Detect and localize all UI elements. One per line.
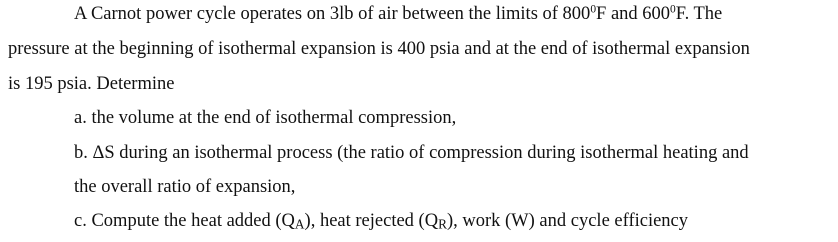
intro-line-1	[74, 3, 722, 25]
item-b-line-1: b. ΔS during an isothermal process (the ratio of compression during isothermal heating and	[74, 143, 749, 163]
degree-mark-1: 0	[590, 3, 597, 16]
item-c-text-b: ), heat rejected (Q	[304, 211, 439, 231]
degree-mark-2: 0	[670, 3, 676, 16]
intro-line-1-text-b: F and 600	[596, 4, 671, 24]
intro-line-2: pressure at the beginning of isothermal expansion is 400 psia and at the end of isothermal expansion	[8, 39, 750, 59]
item-c-text-c: ), work (W) and cycle efficiency	[446, 211, 689, 231]
item-b-line-2: the overall ratio of expansion,	[74, 177, 296, 197]
item-c-text-a: c. Compute the heat added (Q	[74, 211, 295, 231]
item-a: a. the volume at the end of isothermal compression,	[74, 108, 457, 128]
intro-line-1-text-a: A Carnot power cycle operates on 3lb of air between the limits of 800	[74, 4, 591, 24]
intro-line-1-text-c: F. The	[675, 4, 723, 24]
subscript-a: A	[294, 216, 305, 232]
item-c	[74, 210, 688, 232]
intro-line-3: is 195 psia. Determine	[8, 74, 175, 94]
subscript-r: R	[438, 216, 447, 232]
